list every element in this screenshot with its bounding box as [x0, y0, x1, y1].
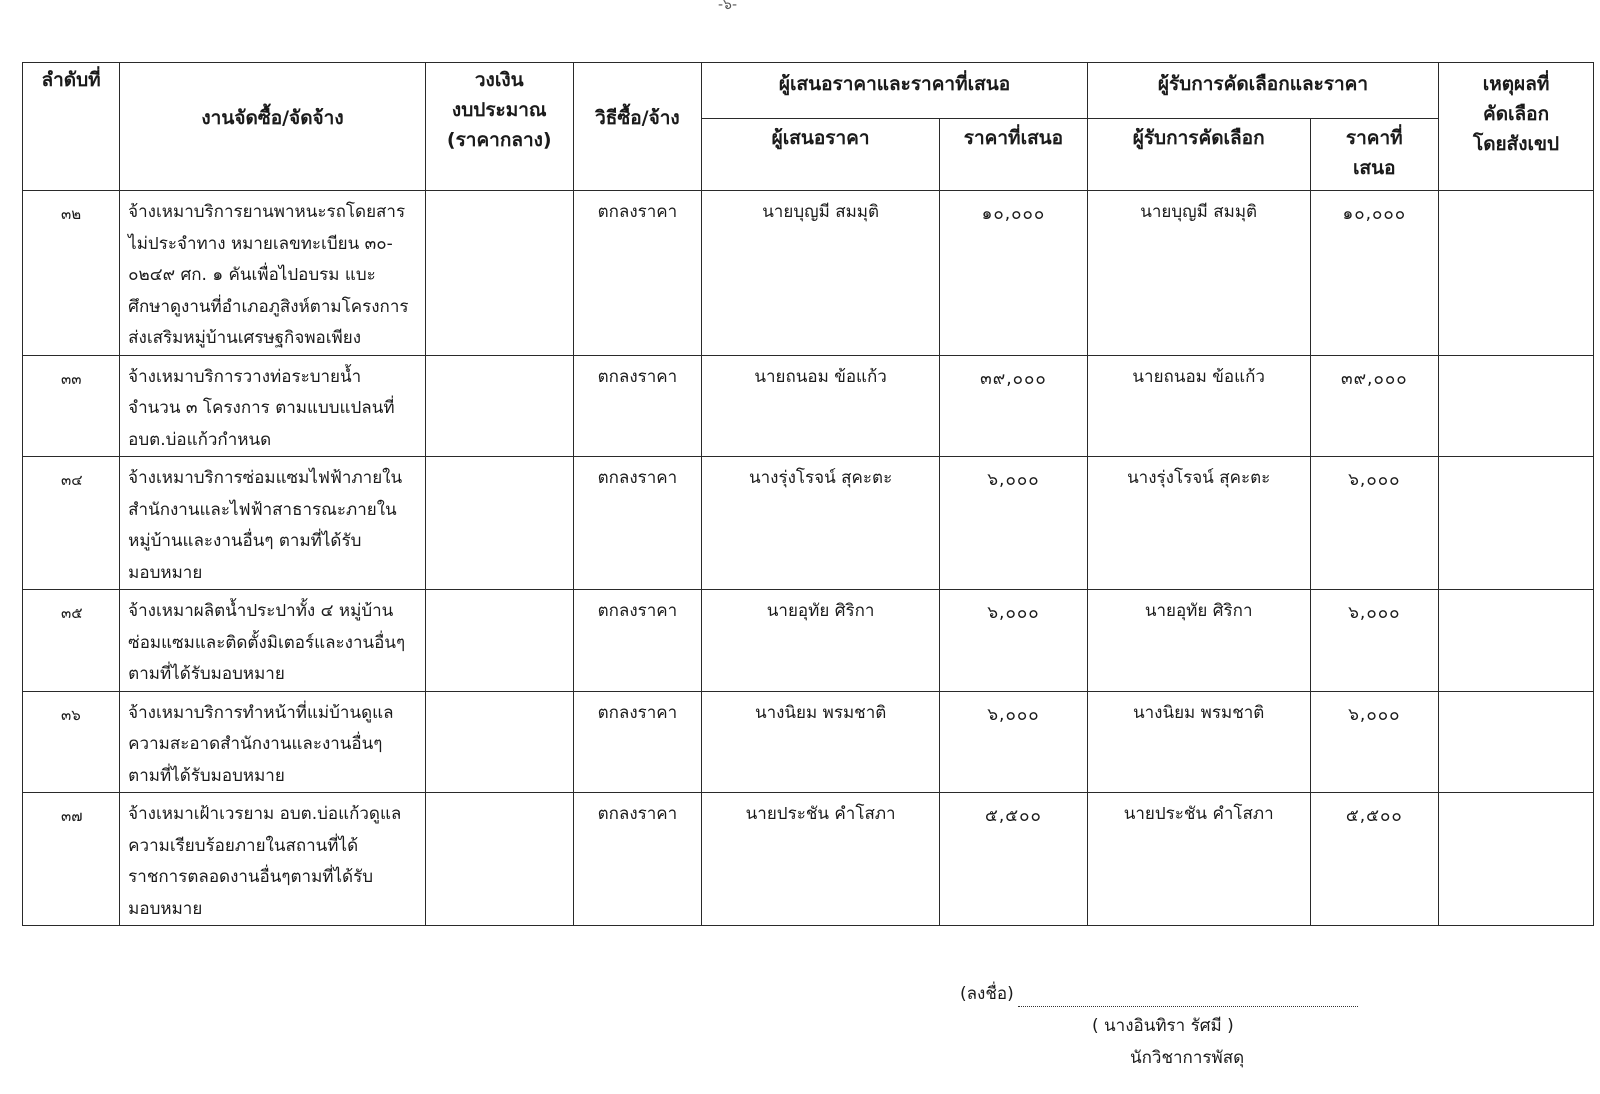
- row-selected: นายประชัน คำโสภา: [1087, 793, 1310, 926]
- row-budget: [425, 457, 573, 590]
- row-selected: นางรุ่งโรจน์ สุคะตะ: [1087, 457, 1310, 590]
- task-line: จ้างเหมาเฝ้าเวรยาม อบต.บ่อแก้วดูแล: [128, 804, 402, 824]
- row-task: [120, 457, 426, 590]
- row-reason: [1439, 590, 1594, 692]
- signature-dotted-line: [1018, 988, 1358, 1007]
- task-line: ความเรียบร้อยภายในสถานที่ได้: [128, 835, 359, 856]
- task-line: มอบหมาย: [128, 898, 203, 919]
- row-reason: [1439, 457, 1594, 590]
- task-line: ๐๒๔๙ ศก. ๑ คันเพื่อไปอบรม แบะ: [128, 265, 376, 285]
- header-bidder: ผู้เสนอราคา: [702, 119, 940, 191]
- row-bid-price: ๖,๐๐๐: [940, 691, 1088, 793]
- table-row: [23, 191, 1594, 356]
- task-line: จำนวน ๓ โครงการ ตามแบบแปลนที่: [128, 398, 395, 418]
- procurement-table: [22, 62, 1594, 926]
- header-reason-line: คัดเลือก: [1482, 103, 1550, 125]
- row-task: [120, 590, 426, 692]
- row-reason: [1439, 355, 1594, 457]
- row-selected-price: ๕,๕๐๐: [1310, 793, 1439, 926]
- table-row: [23, 793, 1594, 926]
- header-budget-line: งบประมาณ: [451, 99, 547, 121]
- row-bid-price: ๑๐,๐๐๐: [940, 191, 1088, 356]
- header-budget-line: (ราคากลาง): [446, 129, 552, 151]
- row-no: ๓๗: [23, 793, 120, 926]
- row-budget: [425, 355, 573, 457]
- row-task: [120, 793, 426, 926]
- task-line: มอบหมาย: [128, 562, 203, 583]
- task-line: ความสะอาดสำนักงานและงานอื่นๆ: [128, 734, 383, 754]
- row-method: ตกลงราคา: [573, 355, 702, 457]
- signer-name: ( นางอินทิรา รัศมี ): [1092, 1016, 1234, 1036]
- row-bid-price: ๕,๕๐๐: [940, 793, 1088, 926]
- row-selected: นางนิยม พรมชาติ: [1087, 691, 1310, 793]
- header-task: งานจัดซื้อ/จัดจ้าง: [120, 63, 426, 191]
- task-line: ตามที่ได้รับมอบหมาย: [128, 765, 285, 786]
- row-no: ๓๔: [23, 457, 120, 590]
- header-reason-line: เหตุผลที่: [1482, 73, 1550, 95]
- row-method: ตกลงราคา: [573, 793, 702, 926]
- signer-position: นักวิชาการพัสดุ: [1130, 1048, 1245, 1068]
- task-line: ศึกษาดูงานที่อำเภอภูสิงห์ตามโครงการ: [128, 296, 409, 317]
- task-line: จ้างเหมาผลิตน้ำประปาทั้ง ๔ หมู่บ้าน: [128, 601, 394, 621]
- row-selected-price: ๑๐,๐๐๐: [1310, 191, 1439, 356]
- header-selected-price: [1310, 119, 1439, 191]
- header-reason: [1439, 63, 1594, 191]
- header-selected-group: ผู้รับการคัดเลือกและราคา: [1087, 63, 1438, 119]
- header-no: ลำดับที่: [23, 63, 120, 191]
- task-line: หมู่บ้านและงานอื่นๆ ตามที่ได้รับ: [128, 531, 362, 551]
- table-row: [23, 355, 1594, 457]
- task-line: จ้างเหมาบริการยานพาหนะรถโดยสาร: [128, 202, 406, 222]
- row-bidder: นางรุ่งโรจน์ สุคะตะ: [702, 457, 940, 590]
- table-row: [23, 590, 1594, 692]
- row-selected-price: ๓๙,๐๐๐: [1310, 355, 1439, 457]
- row-method: ตกลงราคา: [573, 191, 702, 356]
- table-row: [23, 457, 1594, 590]
- signature-label: (ลงชื่อ): [960, 984, 1014, 1004]
- row-selected-price: ๖,๐๐๐: [1310, 590, 1439, 692]
- task-line: ตามที่ได้รับมอบหมาย: [128, 664, 285, 684]
- row-selected: นายบุญมี สมมุติ: [1087, 191, 1310, 356]
- header-budget-line: วงเงิน: [474, 69, 524, 91]
- row-bid-price: ๖,๐๐๐: [940, 590, 1088, 692]
- row-method: ตกลงราคา: [573, 457, 702, 590]
- signature-line: [960, 980, 1358, 1007]
- row-bidder: นายอุทัย ศิริกา: [702, 590, 940, 692]
- row-selected: นายถนอม ข้อแก้ว: [1087, 355, 1310, 457]
- row-bidder: นายประชัน คำโสภา: [702, 793, 940, 926]
- row-bid-price: ๓๙,๐๐๐: [940, 355, 1088, 457]
- header-selected-price-line: เสนอ: [1353, 157, 1396, 179]
- row-budget: [425, 590, 573, 692]
- row-no: ๓๓: [23, 355, 120, 457]
- row-selected-price: ๖,๐๐๐: [1310, 457, 1439, 590]
- row-task: [120, 691, 426, 793]
- row-budget: [425, 793, 573, 926]
- task-line: ส่งเสริมหมู่บ้านเศรษฐกิจพอเพียง: [128, 328, 362, 348]
- row-budget: [425, 191, 573, 356]
- header-bidders-group: ผู้เสนอราคาและราคาที่เสนอ: [702, 63, 1088, 119]
- task-line: จ้างเหมาบริการทำหน้าที่แม่บ้านดูแล: [128, 702, 394, 723]
- row-method: ตกลงราคา: [573, 691, 702, 793]
- task-line: สำนักงานและไฟฟ้าสาธารณะภายใน: [128, 499, 397, 520]
- row-task: [120, 355, 426, 457]
- row-reason: [1439, 191, 1594, 356]
- row-task: [120, 191, 426, 356]
- row-reason: [1439, 793, 1594, 926]
- page-number: -๖-: [718, 0, 737, 13]
- task-line: อบต.บ่อแก้วกำหนด: [128, 429, 272, 450]
- row-selected: นายอุทัย ศิริกา: [1087, 590, 1310, 692]
- task-line: ราชการตลอดงานอื่นๆตามที่ได้รับ: [128, 867, 374, 887]
- row-no: ๓๒: [23, 191, 120, 356]
- task-line: ไม่ประจำทาง หมายเลขทะเบียน ๓๐-: [128, 233, 393, 254]
- task-line: จ้างเหมาบริการวางท่อระบายน้ำ: [128, 366, 362, 387]
- row-bidder: นางนิยม พรมชาติ: [702, 691, 940, 793]
- row-no: ๓๕: [23, 590, 120, 692]
- header-method: วิธีซื้อ/จ้าง: [573, 63, 702, 191]
- row-reason: [1439, 691, 1594, 793]
- header-selected-price-line: ราคาที่: [1345, 127, 1403, 149]
- row-no: ๓๖: [23, 691, 120, 793]
- header-budget: [425, 63, 573, 191]
- task-line: จ้างเหมาบริการซ่อมแซมไฟฟ้าภายใน: [128, 468, 403, 488]
- task-line: ซ่อมแซมและติดตั้งมิเตอร์และงานอื่นๆ: [128, 632, 406, 653]
- header-bid-price: ราคาที่เสนอ: [940, 119, 1088, 191]
- row-budget: [425, 691, 573, 793]
- row-method: ตกลงราคา: [573, 590, 702, 692]
- row-bid-price: ๖,๐๐๐: [940, 457, 1088, 590]
- row-selected-price: ๖,๐๐๐: [1310, 691, 1439, 793]
- row-bidder: นายถนอม ข้อแก้ว: [702, 355, 940, 457]
- header-reason-line: โดยสังเขป: [1472, 133, 1560, 155]
- header-selected: ผู้รับการคัดเลือก: [1087, 119, 1310, 191]
- table-row: [23, 691, 1594, 793]
- row-bidder: นายบุญมี สมมุติ: [702, 191, 940, 356]
